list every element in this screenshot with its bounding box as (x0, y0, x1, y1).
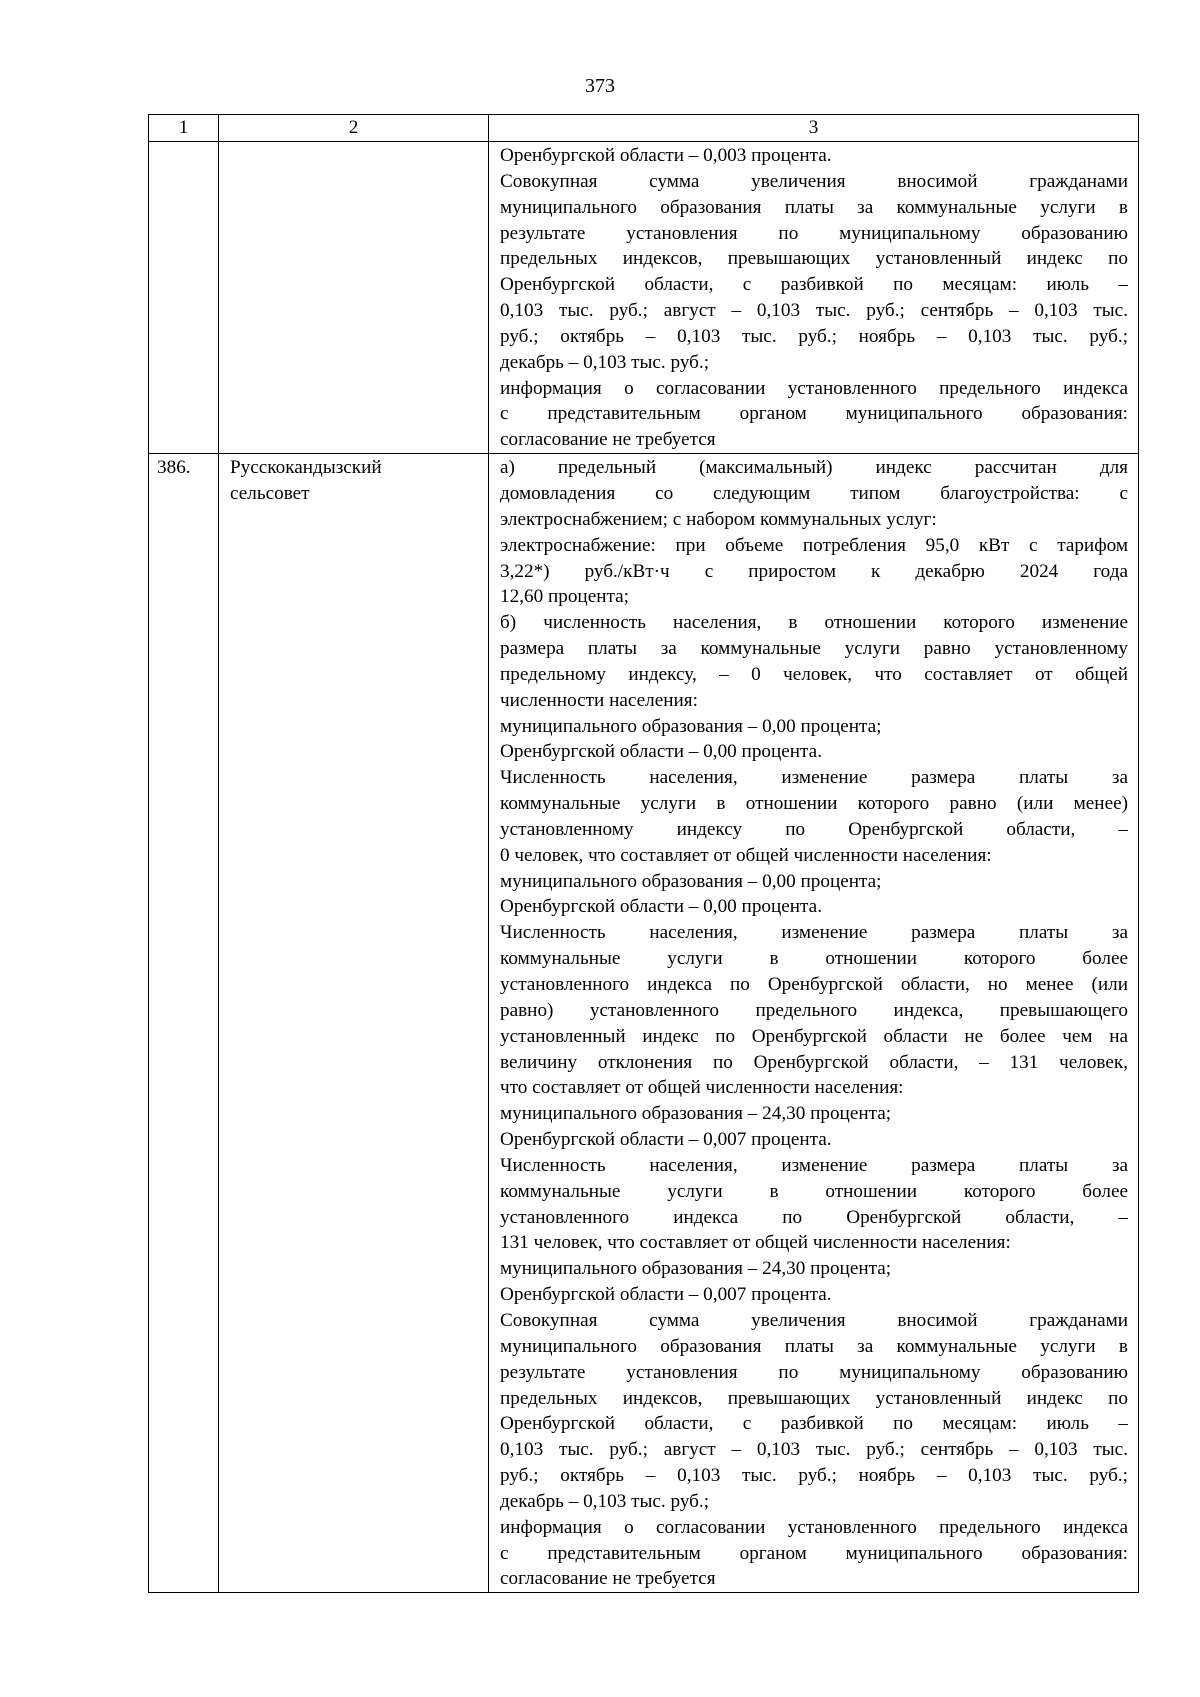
text-line: с представительным органом муниципального образования: (500, 1542, 1128, 1564)
text-line: установленного индекса по Оренбургской области, – (500, 1206, 1128, 1228)
text-line: размера платы за коммунальные услуги равно установленному (500, 638, 1128, 660)
text-line: предельному индексу, – 0 человек, что составляет от общей (500, 663, 1128, 685)
text-line: предельных индексов, превышающих установленный индекс по (500, 1387, 1128, 1409)
text-line: Совокупная сумма увеличения вносимой гражданами (500, 1309, 1128, 1331)
text-line: 0 человек, что составляет от общей численности населения: (500, 844, 992, 866)
text-line: согласование не требуется (500, 1568, 716, 1590)
text-line: Оренбургской области – 0,00 процента. (500, 896, 822, 918)
text-line: установленный индекс по Оренбургской области не более чем на (500, 1025, 1128, 1047)
column-number-1: 1 (149, 115, 219, 142)
text-line: муниципального образования – 24,30 процента; (500, 1103, 892, 1125)
text-line: 3,22*) руб./кВт·ч с приростом к декабрю 2024 года (500, 560, 1128, 582)
text-line: коммунальные услуги в отношении которого более (500, 948, 1128, 970)
text-line: а) предельный (максимальный) индекс рассчитан для (500, 457, 1128, 479)
text-line: декабрь – 0,103 тыс. руб.; (500, 1490, 710, 1512)
text-line: с представительным органом муниципального образования: (500, 403, 1128, 425)
text-line: муниципального образования платы за коммунальные услуги в (500, 196, 1128, 218)
text-line: электроснабжение: при объеме потребления 95,0 кВт с тарифом (500, 534, 1128, 556)
text-line: руб.; октябрь – 0,103 тыс. руб.; ноябрь – 0,103 тыс. руб.; (500, 325, 1128, 347)
text-line: электроснабжением; с набором коммунальных услуг: (500, 508, 937, 530)
text-line: 131 человек, что составляет от общей численности населения: (500, 1232, 1011, 1254)
text-line: установленного индекса по Оренбургской области, но менее (или (500, 974, 1128, 995)
text-line: результате установления по муниципальному образованию (500, 1361, 1128, 1383)
text-line: Оренбургской области – 0,007 процента. (500, 1284, 832, 1306)
text-line: муниципального образования – 0,00 процента; (500, 715, 882, 737)
text-line: коммунальные услуги в отношении которого более (500, 1180, 1128, 1202)
text-line: что составляет от общей численности населения: (500, 1077, 904, 1099)
description-cell (489, 454, 1139, 1593)
text-line: Численность населения, изменение размера платы за (500, 922, 1128, 944)
document-table (148, 114, 1139, 1593)
text-line: величину отклонения по Оренбургской области, – 131 человек, (500, 1051, 1128, 1073)
municipality-name-line: Русскокандызский (230, 457, 382, 479)
text-line: равно) установленного предельного индекса, превышающего (500, 999, 1128, 1021)
description-cell (489, 142, 1139, 454)
text-line: 0,103 тыс. руб.; август – 0,103 тыс. руб.; сентябрь – 0,103 тыс. (500, 300, 1128, 322)
text-line: декабрь – 0,103 тыс. руб.; (500, 351, 710, 373)
text-line: руб.; октябрь – 0,103 тыс. руб.; ноябрь – 0,103 тыс. руб.; (500, 1465, 1128, 1487)
table-row-386 (149, 454, 1139, 1593)
row-number-cell: 386. (149, 454, 219, 1593)
text-line: Оренбургской области – 0,00 процента. (500, 741, 822, 763)
text-line: муниципального образования – 0,00 процента; (500, 870, 882, 892)
text-line: информация о согласовании установленного предельного индекса (500, 1516, 1128, 1538)
text-line: Совокупная сумма увеличения вносимой гражданами (500, 170, 1128, 192)
text-line: коммунальные услуги в отношении которого равно (или менее) (500, 793, 1128, 815)
text-line: 12,60 процента; (500, 586, 629, 608)
text-line: информация о согласовании установленного предельного индекса (500, 377, 1128, 399)
text-line: домовладения со следующим типом благоустройства: с (500, 482, 1128, 504)
column-number-3: 3 (489, 115, 1139, 142)
text-line: результате установления по муниципальному образованию (500, 222, 1128, 244)
row-number-cell (149, 142, 219, 454)
text-line: Оренбургской области – 0,007 процента. (500, 1129, 832, 1151)
text-line: Оренбургской области – 0,003 процента. (500, 145, 832, 166)
table-header-row (149, 115, 1139, 142)
text-line: муниципального образования – 24,30 процента; (500, 1258, 892, 1280)
text-line: муниципального образования платы за коммунальные услуги в (500, 1335, 1128, 1357)
text-line: Численность населения, изменение размера платы за (500, 767, 1128, 789)
text-line: Оренбургской области, с разбивкой по месяцам: июль – (500, 1413, 1128, 1435)
text-line: 0,103 тыс. руб.; август – 0,103 тыс. руб.; сентябрь – 0,103 тыс. (500, 1439, 1128, 1461)
table-row-continuation (149, 142, 1139, 454)
text-line: численности населения: (500, 689, 698, 711)
text-line: согласование не требуется (500, 429, 716, 451)
municipality-name-line: сельсовет (230, 482, 310, 504)
municipality-name-cell (219, 454, 489, 1593)
text-line: установленному индексу по Оренбургской области, – (500, 818, 1128, 840)
page-number: 373 (585, 75, 615, 97)
text-line: предельных индексов, превышающих установленный индекс по (500, 248, 1128, 270)
text-line: Оренбургской области, с разбивкой по месяцам: июль – (500, 274, 1128, 296)
column-number-2: 2 (219, 115, 489, 142)
text-line: Численность населения, изменение размера платы за (500, 1154, 1128, 1176)
municipality-name-cell (219, 142, 489, 454)
text-line: б) численность населения, в отношении которого изменение (500, 612, 1128, 634)
